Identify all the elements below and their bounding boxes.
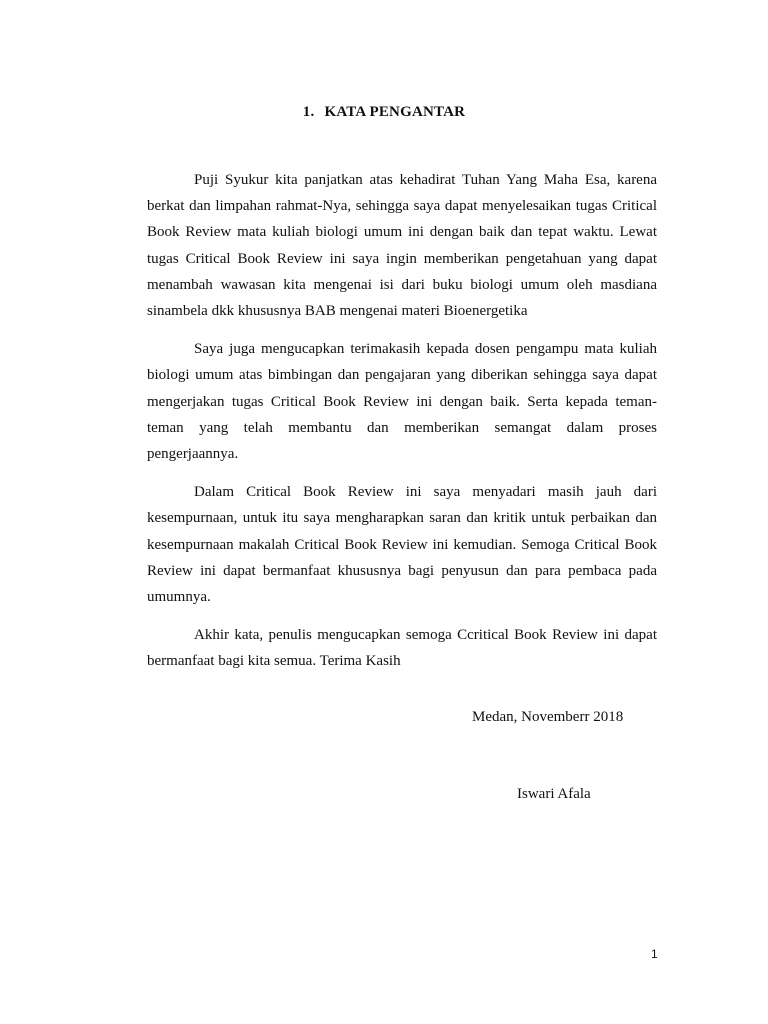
page-number: 1 [651,947,658,961]
heading-title: KATA PENGANTAR [324,104,466,120]
paragraph-1: Puji Syukur kita panjatkan atas kehadirat Tuhan Yang Maha Esa, karena berkat dan limpahan rahmat-Nya, sehingga saya dapat menyelesaikan tugas Critical Book Review mata kuliah biologi umum ini dengan baik dan tepat waktu. Lewat tugas Critical Book Review ini saya ingin memberikan pengetahuan yang dapat menambah wawasan kita mengenai isi dari buku biologi umum oleh masdiana sinambela dkk khususnya BAB mengenai materi Bioenergetika [147,172,657,320]
paragraph-4: Akhir kata, penulis mengucapkan semoga Ccritical Book Review ini dapat bermanfaat bagi kita semua. Terima Kasih [147,627,657,670]
closing-place-date: Medan, Novemberr 2018 [472,709,624,725]
heading-number: 1. [302,104,315,120]
author-name: Iswari Afala [517,786,591,802]
paragraph-2: Saya juga mengucapkan terimakasih kepada dosen pengampu mata kuliah biologi umum atas bimbingan dan pengajaran yang diberikan sehingga saya dapat mengerjakan tugas Critical Book Review ini dengan baik. Serta kepada teman-teman yang telah membantu dan memberikan semangat dalam proses pengerjaannya. [147,341,657,463]
body-text [147,167,657,687]
paragraph-3: Dalam Critical Book Review ini saya menyadari masih jauh dari kesempurnaan, untuk itu saya mengharapkan saran dan kritik untuk perbaikan dan kesempurnaan makalah Critical Book Review ini kemudian. Semoga Critical Book Review ini dapat bermanfaat khususnya bagi penyusun dan para pembaca pada umumnya. [147,484,657,606]
page-title [0,104,768,121]
